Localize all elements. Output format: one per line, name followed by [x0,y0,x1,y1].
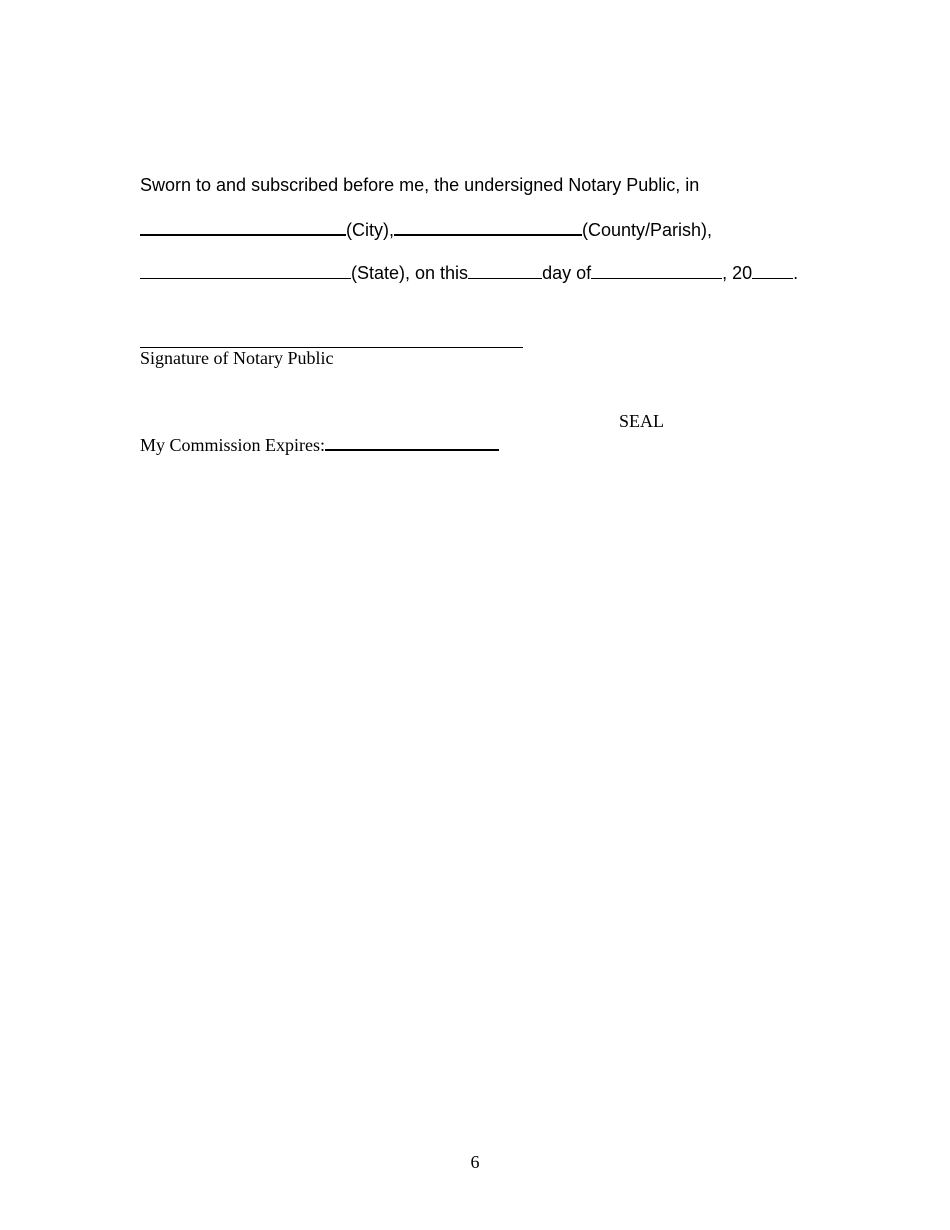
state-label: (State), on this [351,263,469,283]
city-blank[interactable] [140,218,346,236]
city-label: (City), [346,220,394,240]
year-prefix: , 20 [722,263,753,283]
city-county-line [140,218,712,241]
day-blank[interactable] [468,262,542,279]
state-date-line [140,262,798,284]
commission-line [140,433,499,456]
county-label: (County/Parish), [582,220,713,240]
state-blank[interactable] [140,262,351,279]
signature-label: Signature of Notary Public [140,348,334,368]
page-number: 6 [470,1152,480,1172]
year-blank[interactable] [752,262,793,279]
commission-expires-blank[interactable] [325,433,499,451]
commission-label: My Commission Expires: [140,435,326,455]
day-label: day of [542,263,592,283]
intro-line [140,175,699,196]
intro-text: Sworn to and subscribed before me, the undersigned Notary Public, in [140,175,700,195]
county-blank[interactable] [394,218,582,236]
period: . [793,263,799,283]
month-blank[interactable] [591,262,722,279]
seal-label: SEAL [619,411,664,431]
